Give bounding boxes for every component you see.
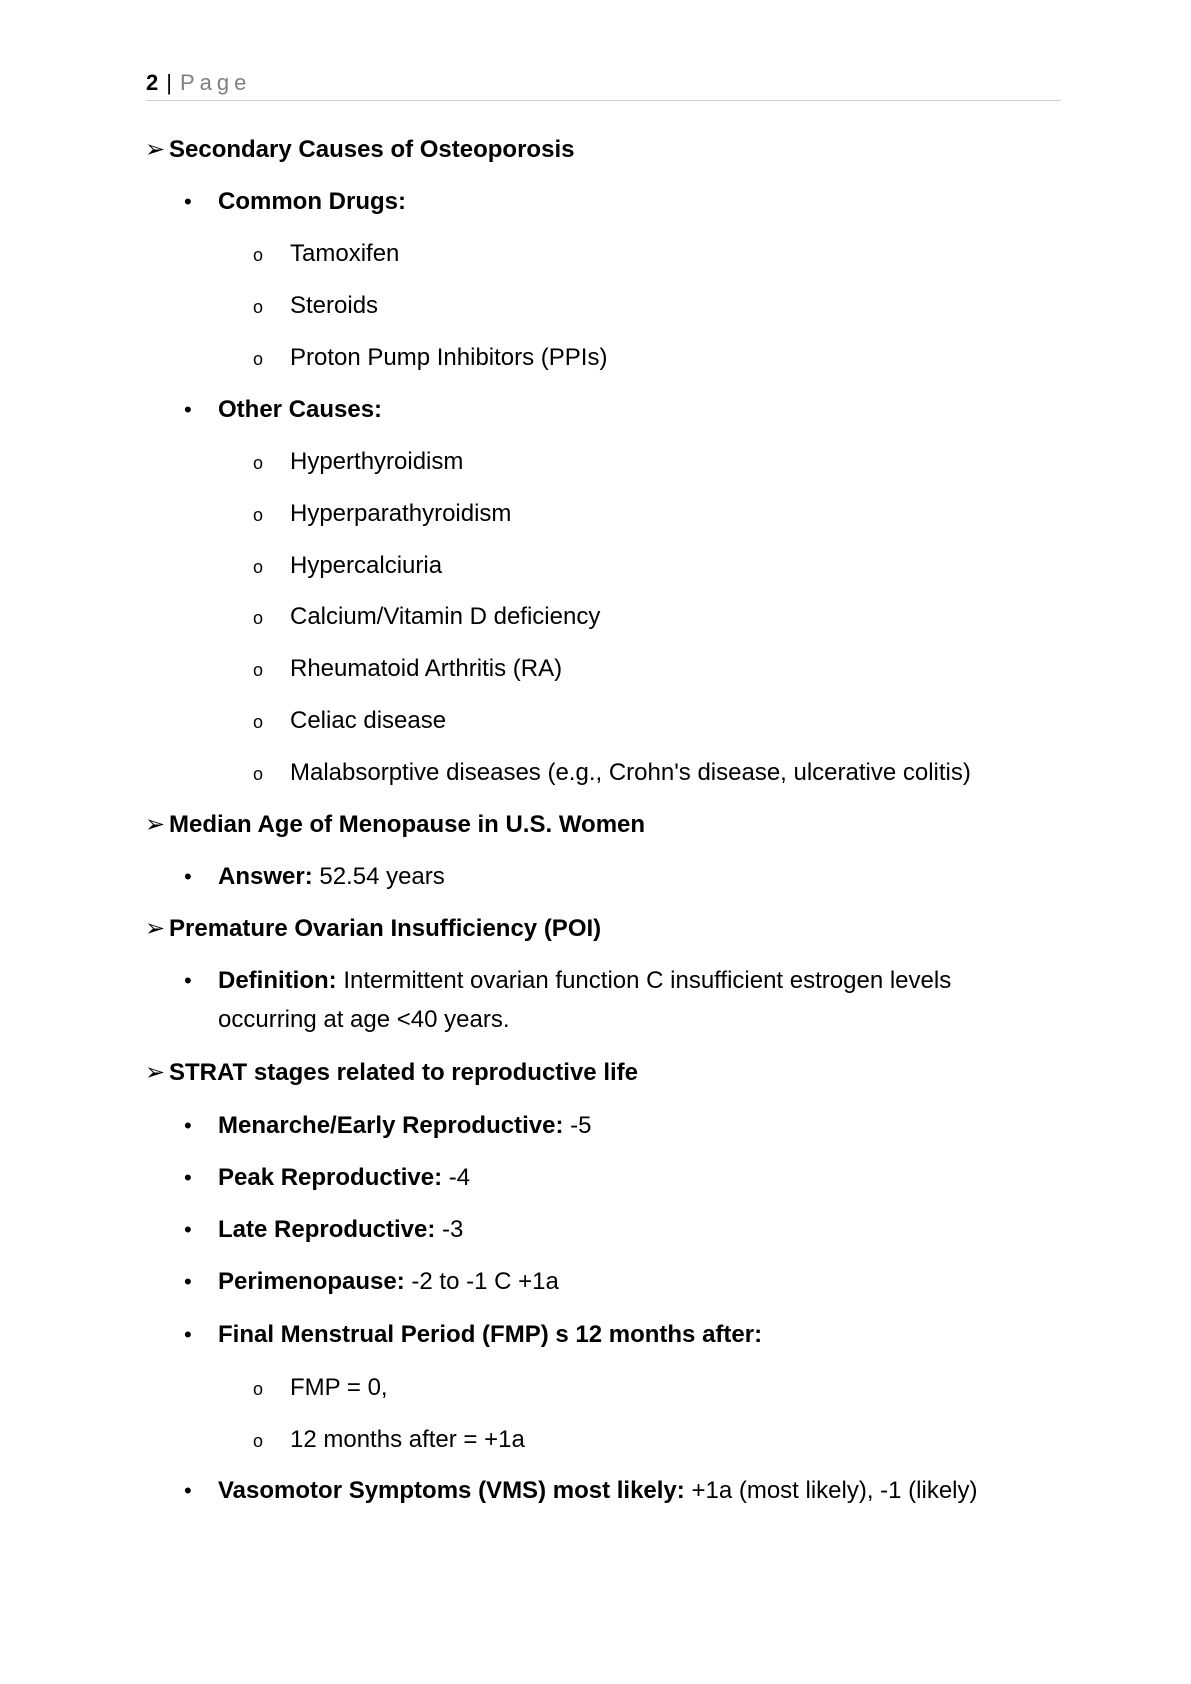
circle-bullet-icon: o — [253, 764, 264, 784]
list-item: • Late Reproductive: -3 — [184, 1216, 464, 1243]
sub-list-item: o Calcium/Vitamin D deficiency — [253, 602, 600, 633]
list-item: • Answer: 52.54 years — [184, 863, 445, 890]
arrow-bullet-icon: ➢ — [145, 915, 166, 942]
list-item: • Other Causes: — [184, 396, 383, 423]
page-header — [146, 70, 1061, 101]
circle-bullet-icon: o — [253, 297, 264, 317]
circle-bullet-icon: o — [253, 712, 264, 732]
bullet-icon: • — [184, 189, 192, 214]
sub-list-item: o Tamoxifen — [253, 239, 399, 270]
header-separator: | — [166, 70, 172, 95]
bullet-icon: • — [184, 968, 192, 993]
circle-bullet-icon: o — [253, 660, 264, 680]
bullet-icon: • — [184, 1165, 192, 1190]
list-item: • Menarche/Early Reproductive: -5 — [184, 1112, 592, 1139]
bullet-icon: • — [184, 1113, 192, 1138]
page-number: 2 — [146, 70, 159, 95]
circle-bullet-icon: o — [253, 1379, 264, 1399]
sub-list-item: o Hyperthyroidism — [253, 447, 463, 478]
arrow-bullet-icon: ➢ — [145, 811, 166, 838]
sub-list-item: o 12 months after = +1a — [253, 1425, 525, 1456]
circle-bullet-icon: o — [253, 349, 264, 369]
list-item: • Vasomotor Symptoms (VMS) most likely: +1a (most likely), -1 (likely) — [184, 1477, 978, 1504]
sub-list-item: o Hypercalciuria — [253, 551, 442, 582]
sub-list-item: o Rheumatoid Arthritis (RA) — [253, 654, 562, 685]
list-item: • Common Drugs: — [184, 188, 406, 215]
sub-list-item: o FMP = 0, — [253, 1373, 388, 1404]
circle-bullet-icon: o — [253, 245, 264, 265]
arrow-bullet-icon: ➢ — [145, 136, 166, 163]
sub-list-item: o Celiac disease — [253, 706, 446, 737]
sub-list-item: o Steroids — [253, 291, 378, 322]
list-item: • Peak Reproductive: -4 — [184, 1164, 471, 1191]
bullet-icon: • — [184, 864, 192, 889]
sub-list-item: o Hyperparathyroidism — [253, 499, 511, 530]
bullet-icon: • — [184, 1322, 192, 1347]
section-title-poi: ➢ Premature Ovarian Insufficiency (POI) — [145, 915, 602, 942]
bullet-icon: • — [184, 1269, 192, 1294]
section-title-menopause-age: ➢ Median Age of Menopause in U.S. Women — [145, 811, 646, 838]
list-item: • Definition: Intermittent ovarian function C insufficient estrogen levels — [184, 967, 952, 994]
circle-bullet-icon: o — [253, 453, 264, 473]
sub-list-item: o Proton Pump Inhibitors (PPIs) — [253, 343, 607, 374]
circle-bullet-icon: o — [253, 557, 264, 577]
definition-continuation: occurring at age <40 years. — [218, 1006, 510, 1033]
circle-bullet-icon: o — [253, 505, 264, 525]
section-title-secondary-causes: ➢ Secondary Causes of Osteoporosis — [145, 136, 575, 163]
list-item: • Final Menstrual Period (FMP) s 12 months after: — [184, 1321, 763, 1348]
bullet-icon: • — [184, 1217, 192, 1242]
arrow-bullet-icon: ➢ — [145, 1059, 166, 1086]
sub-list-item: o Malabsorptive diseases (e.g., Crohn's disease, ulcerative colitis) — [253, 758, 971, 789]
page-word: Page — [179, 70, 252, 95]
circle-bullet-icon: o — [253, 608, 264, 628]
bullet-icon: • — [184, 397, 192, 422]
bullet-icon: • — [184, 1478, 192, 1503]
section-title-strat-stages: ➢ STRAT stages related to reproductive life — [145, 1059, 638, 1086]
list-item: • Perimenopause: -2 to -1 C +1a — [184, 1268, 559, 1295]
circle-bullet-icon: o — [253, 1431, 264, 1451]
